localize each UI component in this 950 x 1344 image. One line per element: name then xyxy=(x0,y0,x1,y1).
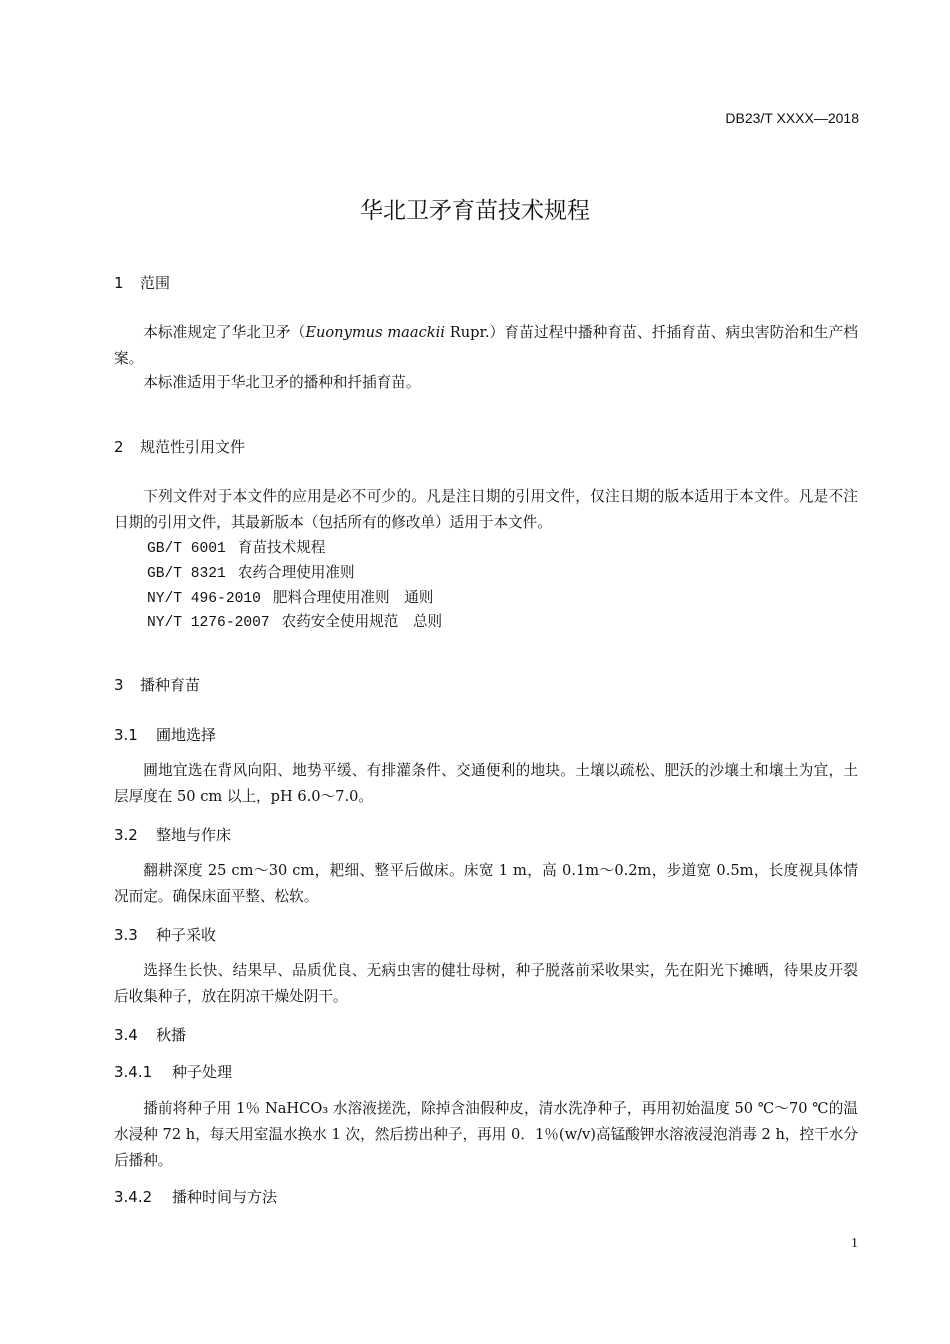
reference-item xyxy=(147,586,433,607)
reference-name: 肥料合理使用准则 通则 xyxy=(272,589,434,606)
section-title: 种子处理 xyxy=(172,1063,233,1081)
reference-name: 育苗技术规程 xyxy=(237,539,326,556)
reference-item xyxy=(147,561,355,582)
document-code: DB23/T XXXX—2018 xyxy=(725,110,859,126)
page-number: 1 xyxy=(851,1236,858,1251)
section-title: 播种育苗 xyxy=(140,676,201,694)
subsection-3-3-heading xyxy=(114,924,216,945)
reference-item xyxy=(147,610,442,631)
text-run: 本标准规定了华北卫矛（ xyxy=(143,324,306,341)
reference-code: NY/T 1276-2007 xyxy=(147,615,270,631)
section-title: 整地与作床 xyxy=(156,826,232,844)
text-run: Rupr.）育苗过程中播种育苗、扦插育苗、病虫害防治和生产档案。 xyxy=(114,324,858,367)
section-number: 1 xyxy=(114,274,124,292)
subsection-3-4-1-heading xyxy=(114,1061,232,1082)
subsection-3-2-heading xyxy=(114,824,231,845)
reference-item xyxy=(147,536,325,557)
subsection-3-1-heading xyxy=(114,724,216,745)
section-2-paragraph-1: 下列文件对于本文件的应用是必不可少的。凡是注日期的引用文件，仅注日期的版本适用于本文件。凡是不注日期的引用文件，其最新版本（包括所有的修改单）适用于本文件。 xyxy=(114,488,858,531)
reference-code: GB/T 6001 xyxy=(147,541,226,557)
section-title: 范围 xyxy=(140,274,171,292)
section-number: 3 xyxy=(114,676,124,694)
section-number: 3.4 xyxy=(114,1026,138,1044)
reference-name: 农药合理使用准则 xyxy=(237,564,355,581)
subsection-3-4-2-heading xyxy=(114,1186,277,1207)
latin-name: Euonymus maackii xyxy=(305,324,445,341)
section-2-heading xyxy=(114,436,245,457)
reference-name: 农药安全使用规范 总则 xyxy=(281,613,443,630)
reference-code: NY/T 496-2010 xyxy=(147,591,261,607)
section-number: 3.1 xyxy=(114,726,138,744)
section-1-paragraph-1 xyxy=(114,320,858,372)
page-title: 华北卫矛育苗技术规程 xyxy=(360,198,590,224)
section-title: 种子采收 xyxy=(156,926,217,944)
subsection-3-4-heading xyxy=(114,1024,186,1045)
reference-code: GB/T 8321 xyxy=(147,566,226,582)
subsection-3-2-paragraph: 翻耕深度 25 cm～30 cm，耙细、整平后做床。床宽 1 m，高 0.1m～0.2m，步道宽 0.5m，长度视具体情况而定。确保床面平整、松软。 xyxy=(114,862,858,905)
section-number: 3.4.2 xyxy=(114,1188,153,1206)
section-number: 3.3 xyxy=(114,926,138,944)
subsection-3-1-paragraph: 圃地宜选在背风向阳、地势平缓、有排灌条件、交通便利的地块。土壤以疏松、肥沃的沙壤土和壤土为宜，土层厚度在 50 cm 以上，pH 6.0～7.0。 xyxy=(114,762,858,805)
section-1-paragraph-2: 本标准适用于华北卫矛的播种和扦插育苗。 xyxy=(143,374,421,391)
section-title: 播种时间与方法 xyxy=(172,1188,278,1206)
subsection-3-4-1-paragraph: 播前将种子用 1％ NaHCO₃ 水溶液搓洗，除掉含油假种皮，清水洗净种子，再用初始温度 50 ℃～70 ℃的温水浸种 72 h，每天用室温水换水 1 次，然后捞出种子，再用 0．1％(w/v)高锰酸钾水溶液浸泡消毒 2 h，控干水分后播种。 xyxy=(114,1100,858,1169)
section-1-heading xyxy=(114,272,170,293)
section-number: 3.4.1 xyxy=(114,1063,153,1081)
subsection-3-3-paragraph: 选择生长快、结果早、品质优良、无病虫害的健壮母树，种子脱落前采收果实，先在阳光下摊晒，待果皮开裂后收集种子，放在阴凉干燥处阴干。 xyxy=(114,962,858,1005)
section-number: 2 xyxy=(114,438,124,456)
section-number: 3.2 xyxy=(114,826,138,844)
section-title: 秋播 xyxy=(156,1026,187,1044)
section-title: 规范性引用文件 xyxy=(140,438,246,456)
section-title: 圃地选择 xyxy=(156,726,217,744)
section-3-heading xyxy=(114,674,200,695)
